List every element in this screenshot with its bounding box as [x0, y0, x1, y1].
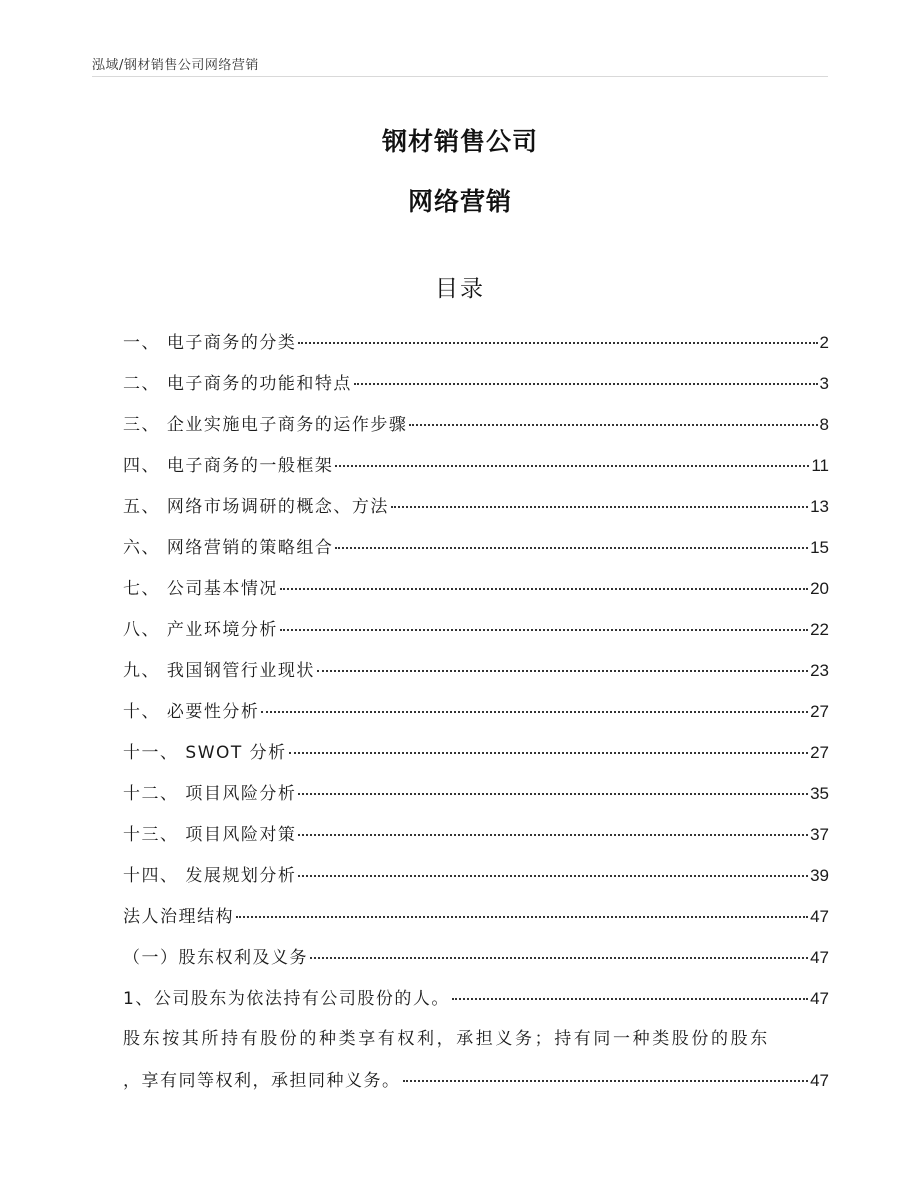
toc-entry-page: 47 [810, 989, 829, 1008]
toc-entry-page: 27 [810, 702, 829, 721]
toc-leader-dots [298, 792, 808, 795]
toc-entry[interactable] [123, 691, 829, 732]
toc-leader-dots [280, 628, 808, 631]
toc-leader-dots [236, 915, 808, 918]
document-title-line-1: 钢材销售公司 [381, 127, 538, 156]
toc-entry-number: 十二、 [123, 784, 186, 804]
toc-entry-number: 五、 [123, 497, 167, 517]
toc-entry-number: 八、 [123, 620, 167, 640]
toc-entry-page: 13 [810, 497, 829, 516]
toc-entry-page: 20 [810, 579, 829, 598]
toc-leader-dots [354, 382, 818, 385]
document-title-line-2: 网络营销 [407, 187, 512, 216]
toc-entry-page: 27 [810, 743, 829, 762]
toc-entry[interactable] [123, 896, 829, 937]
toc-entry-number: 七、 [123, 579, 167, 599]
toc-leader-dots [280, 587, 808, 590]
toc-entry[interactable] [123, 609, 829, 650]
toc-entry-label: 网络市场调研的概念、方法 [166, 497, 389, 517]
toc-entry-label: 电子商务的一般框架 [166, 456, 334, 476]
toc-entry[interactable] [123, 568, 829, 609]
toc-leader-dots [452, 997, 808, 1000]
toc-entry-page: 35 [810, 784, 829, 803]
toc-entry[interactable] [123, 445, 829, 486]
toc-entry-page: 47 [810, 948, 829, 967]
toc-entry-number: 十四、 [123, 866, 186, 886]
toc-entry-label: （一）股东权利及义务 [123, 948, 308, 968]
toc-leader-dots [403, 1079, 809, 1082]
toc-entry[interactable] [123, 650, 829, 691]
toc-leader-dots [409, 423, 817, 426]
toc-entry-label: 必要性分析 [166, 702, 260, 722]
toc-heading: 目录 [435, 276, 485, 302]
toc-entry[interactable] [123, 978, 829, 1019]
toc-leader-dots [289, 751, 808, 754]
toc-entry-label-line-2: ，享有同等权利，承担同种义务。 [123, 1071, 401, 1091]
toc-entry-number: 三、 [123, 415, 167, 435]
toc-entry[interactable] [123, 404, 829, 445]
toc-entry-label: 发展规划分析 [185, 866, 297, 886]
toc-entry-label: 1、公司股东为依法持有公司股份的人。 [123, 989, 450, 1009]
toc-leader-dots [317, 669, 808, 672]
toc-leader-dots [335, 546, 808, 549]
toc-entry-label: 企业实施电子商务的运作步骤 [166, 415, 408, 435]
toc-entry-page: 37 [810, 825, 829, 844]
toc-entry-number: 四、 [123, 456, 167, 476]
toc-entry[interactable] [123, 732, 829, 773]
toc-entry-page: 47 [810, 907, 829, 926]
toc-entry-line-2 [123, 1060, 829, 1101]
toc-entry-page: 8 [819, 415, 829, 434]
toc-leader-dots [391, 505, 808, 508]
toc-entry-number: 九、 [123, 661, 167, 681]
toc-entry[interactable] [123, 773, 829, 814]
toc-leader-dots [310, 956, 808, 959]
toc-entry[interactable] [123, 527, 829, 568]
toc-entry-page: 11 [811, 456, 829, 475]
toc-leader-dots [298, 341, 817, 344]
toc-leader-dots [261, 710, 808, 713]
toc-entry-number: 一、 [123, 333, 167, 353]
toc-entry-number: 六、 [123, 538, 167, 558]
toc-entry-label: 电子商务的功能和特点 [166, 374, 352, 394]
toc-entry[interactable] [123, 363, 829, 404]
toc-entry-page: 3 [819, 374, 829, 393]
toc-entry[interactable] [123, 486, 829, 527]
toc-entry-label: 网络营销的策略组合 [166, 538, 334, 558]
toc-entry-number: 十一、 [123, 743, 186, 763]
toc-leader-dots [298, 833, 808, 836]
toc-entry-label: SWOT 分析 [185, 743, 287, 763]
toc-entry[interactable] [123, 814, 829, 855]
toc-entry-label: 法人治理结构 [123, 907, 234, 927]
toc-entry-label: 项目风险分析 [185, 784, 297, 804]
toc-entry-page: 23 [810, 661, 829, 680]
toc-entry-label: 产业环境分析 [166, 620, 278, 640]
toc-entry-page: 39 [810, 866, 829, 885]
toc-entry-page: 47 [810, 1071, 829, 1090]
toc-entry-label: 公司基本情况 [166, 579, 278, 599]
toc-entry[interactable] [123, 937, 829, 978]
toc-entry-page: 15 [810, 538, 829, 557]
toc-entry-wrapped[interactable] [123, 1019, 829, 1101]
toc-entry-label: 项目风险对策 [185, 825, 297, 845]
toc-entry[interactable] [123, 855, 829, 896]
running-header: 泓域/钢材销售公司网络营销 [92, 58, 259, 73]
toc-leader-dots [335, 464, 809, 467]
toc-entry-number: 十三、 [123, 825, 186, 845]
toc-entry-number: 二、 [123, 374, 167, 394]
toc-entry[interactable] [123, 322, 829, 363]
toc-entry-page: 22 [810, 620, 829, 639]
toc-entry-page: 2 [819, 333, 829, 352]
toc-entry-label-line-1: 股东按其所持有股份的种类享有权利，承担义务；持有同一种类股份的股东 [123, 1029, 770, 1049]
toc-entry-label: 电子商务的分类 [166, 333, 297, 353]
header-divider [92, 76, 828, 77]
table-of-contents [123, 322, 829, 1101]
toc-entry-label: 我国钢管行业现状 [166, 661, 315, 681]
toc-leader-dots [298, 874, 808, 877]
toc-entry-number: 十、 [123, 702, 167, 722]
